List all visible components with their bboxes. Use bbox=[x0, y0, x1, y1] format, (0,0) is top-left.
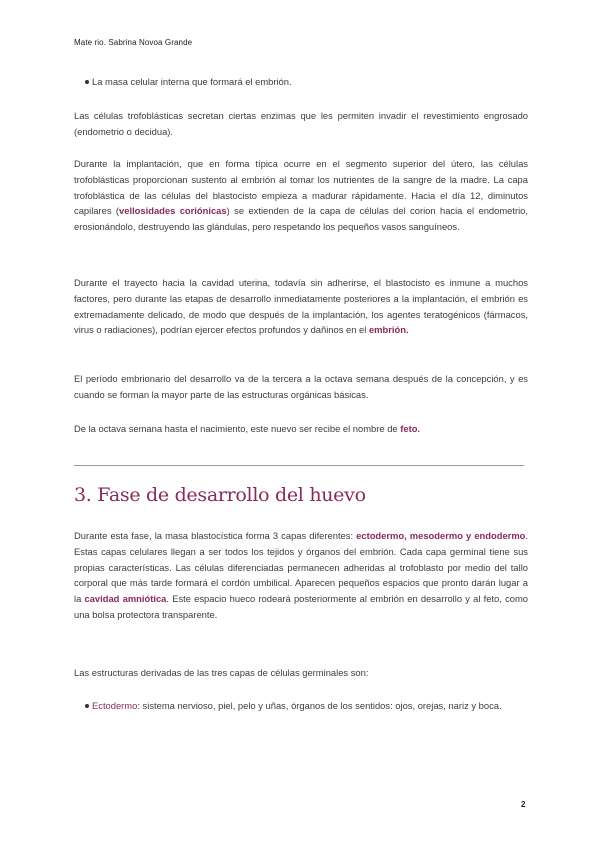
paragraph-germ-layers bbox=[74, 528, 528, 623]
keyword-feto: feto. bbox=[400, 423, 421, 434]
bullet-dot-icon bbox=[85, 704, 89, 708]
header-author: Mate rio. Sabrina Novoa Grande bbox=[74, 38, 193, 47]
keyword-cavidad-amniotica: cavidad amniótica bbox=[84, 593, 167, 605]
para6-before: Durante esta fase, la masa blastocística forma 3 capas diferentes: bbox=[74, 530, 357, 541]
section-divider bbox=[74, 465, 524, 466]
paragraph-derived-structures: Las estructuras derivadas de las tres capas de células germinales son: bbox=[74, 667, 369, 678]
para6-after: . Este espacio hueco rodeará posteriormente al embrión en desarrollo y al feto, como una bolsa protectora transparente. bbox=[74, 593, 529, 620]
bullet2-text: : sistema nervioso, piel, pelo y uñas, órganos de los sentidos: ojos, orejas, nariz y boca. bbox=[137, 700, 502, 711]
section-heading: 3. Fase de desarrollo del huevo bbox=[74, 484, 366, 506]
paragraph-embryonic-period: El período embrionario del desarrollo va de la tercera a la octava semana después de la concepción, y es cuando se forman la mayor parte de las estructuras orgánicas básicas. bbox=[74, 373, 528, 400]
paragraph-implantation bbox=[74, 156, 528, 235]
bullet-item-inner-cell-mass bbox=[92, 74, 528, 90]
keyword-germ-layers: ectodermo, mesodermo y endodermo bbox=[356, 530, 526, 541]
bullet-item-ectodermo bbox=[92, 698, 528, 714]
bullet-text: La masa celular interna que formará el embrión. bbox=[92, 76, 292, 87]
para6-middle: . Estas capas celulares llegan a ser todos los tejidos y órganos del embrión. Cada capa germinal tiene sus propias características. Las células diferenciadas permanecen adheridas al trofoblasto por medio del tallo corporal que más tarde formará el cordón umbilical. Aparecen pequeños espacios que pronto darán lugar a la bbox=[74, 530, 528, 605]
para2-before: Durante la implantación, que en forma típica ocurre en el segmento superior del útero, las células trofoblásticas proporcionan sustento al embrión al tomar los nutrientes de la sangre de la madre. La capa trofoblástica de las células del blastocisto empieza a madurar rápidamente. Hacia el día 12, diminutos capilares ( bbox=[74, 158, 528, 217]
page-number: 2 bbox=[521, 800, 526, 809]
para3-before: Durante el trayecto hacia la cavidad uterina, todavía sin adherirse, el blastocisto es inmune a muchos factores, pero durante las etapas de desarrollo inmediatamente posteriores a la implantación, el embrión es extremadamente delicado, de modo que después de la implantación, los agentes teratogénicos (fármacos, virus o radiaciones), podrían ejercer efectos profundos y dañinos en el bbox=[74, 277, 528, 336]
keyword-vellosidades: vellosidades coriónicas bbox=[119, 205, 227, 217]
paragraph-trophoblast: Las células trofoblásticas secretan ciertas enzimas que les permiten invadir el revestimiento engrosado (endometrio o decidua). bbox=[74, 110, 528, 137]
paragraph-uterine-journey bbox=[74, 275, 528, 338]
para2-after: ) se extienden de la capa de células del corion hacia el endometrio, erosionándolo, destruyendo las glándulas, pero respetando los pequeños vasos sanguíneos. bbox=[74, 205, 528, 233]
paragraph-fetus bbox=[74, 421, 528, 437]
keyword-ectodermo: Ectodermo bbox=[92, 700, 138, 711]
keyword-embrion: embrión. bbox=[368, 324, 409, 336]
bullet-dot-icon bbox=[85, 80, 89, 84]
para5-before: De la octava semana hasta el nacimiento, este nuevo ser recibe el nombre de bbox=[74, 423, 401, 434]
